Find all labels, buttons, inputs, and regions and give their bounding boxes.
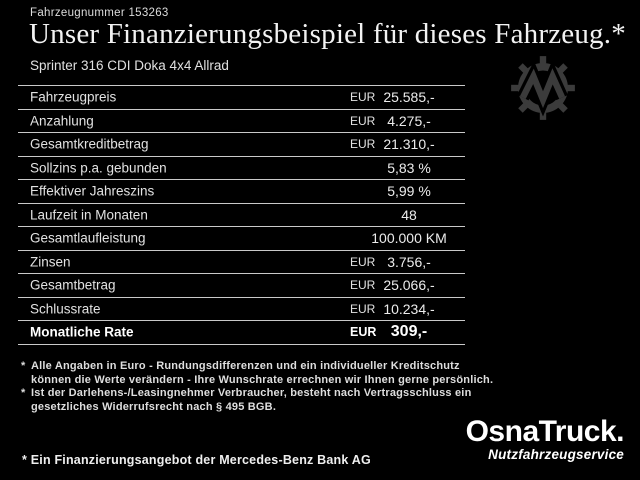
footnote xyxy=(21,387,483,414)
row-currency: EUR xyxy=(350,301,376,316)
dealer-logo xyxy=(466,416,624,462)
row-value: 10.234,- xyxy=(383,300,435,317)
table-row xyxy=(18,86,465,110)
row-value: 25.585,- xyxy=(383,89,435,106)
row-label: Schlussrate xyxy=(30,301,101,317)
row-value: 5,83 % xyxy=(387,159,431,176)
table-row xyxy=(18,180,465,204)
table-row xyxy=(18,133,465,157)
row-currency: EUR xyxy=(350,254,376,269)
row-label: Zinsen xyxy=(30,254,71,270)
row-label: Gesamtbetrag xyxy=(30,277,116,293)
footnotes xyxy=(21,360,494,414)
table-row xyxy=(18,204,465,228)
footnote-line: gesetzliches Widerrufsrecht nach § 495 BGB. xyxy=(31,400,277,413)
row-currency: EUR xyxy=(350,278,376,293)
table-row xyxy=(18,227,465,251)
row-label: Fahrzeugpreis xyxy=(30,89,117,105)
financing-table xyxy=(18,85,465,345)
bank-note: * Ein Finanzierungsangebot der Mercedes-Benz Bank AG xyxy=(22,453,371,467)
page-title: Unser Finanzierungsbeispiel für dieses Fahrzeug.* xyxy=(29,18,626,50)
footnote xyxy=(21,360,494,387)
table-row xyxy=(18,157,465,181)
footnote-line: können die Werte verändern - Ihre Wunschrate errechnen wir Ihnen gerne persönlich. xyxy=(31,373,494,386)
row-label: Monatliche Rate xyxy=(30,324,134,340)
table-row xyxy=(18,251,465,275)
row-label: Gesamtkreditbetrag xyxy=(30,136,149,152)
row-label: Sollzins p.a. gebunden xyxy=(30,160,167,176)
table-row xyxy=(18,321,465,345)
row-label: Anzahlung xyxy=(30,113,94,129)
row-value: 100.000 KM xyxy=(371,230,447,247)
footnote-marker: * xyxy=(21,360,26,372)
row-currency: EUR xyxy=(350,325,377,340)
footnote-marker: * xyxy=(21,387,26,400)
row-label: Gesamtlaufleistung xyxy=(30,230,146,246)
row-value: 21.310,- xyxy=(383,136,435,153)
row-label: Effektiver Jahreszins xyxy=(30,183,155,199)
table-row xyxy=(18,298,465,322)
gear-logo-icon xyxy=(509,54,577,122)
row-value: 3.756,- xyxy=(387,253,431,270)
row-label: Laufzeit in Monaten xyxy=(30,207,148,223)
vehicle-number: Fahrzeugnummer 153263 xyxy=(30,7,169,19)
row-currency: EUR xyxy=(350,137,376,152)
row-value: 4.275,- xyxy=(387,112,431,129)
row-currency: EUR xyxy=(350,113,376,128)
row-value: 309,- xyxy=(390,323,428,341)
dealer-logo-tagline: Nutzfahrzeugservice xyxy=(488,447,624,462)
vehicle-model: Sprinter 316 CDI Doka 4x4 Allrad xyxy=(30,58,229,73)
table-row xyxy=(18,110,465,134)
table-row xyxy=(18,274,465,298)
row-value: 25.066,- xyxy=(383,277,435,294)
dealer-logo-wordmark: OsnaTruck. xyxy=(465,415,624,448)
footnote-line: Ist der Darlehens-/Leasingnehmer Verbraucher, besteht nach Vertragsschluss ein xyxy=(31,387,472,400)
footnote-line: Alle Angaben in Euro - Rundungsdifferenzen und ein individueller Kreditschutz xyxy=(31,360,460,372)
row-value: 5,99 % xyxy=(387,183,431,200)
row-value: 48 xyxy=(401,206,417,223)
row-currency: EUR xyxy=(350,90,376,105)
